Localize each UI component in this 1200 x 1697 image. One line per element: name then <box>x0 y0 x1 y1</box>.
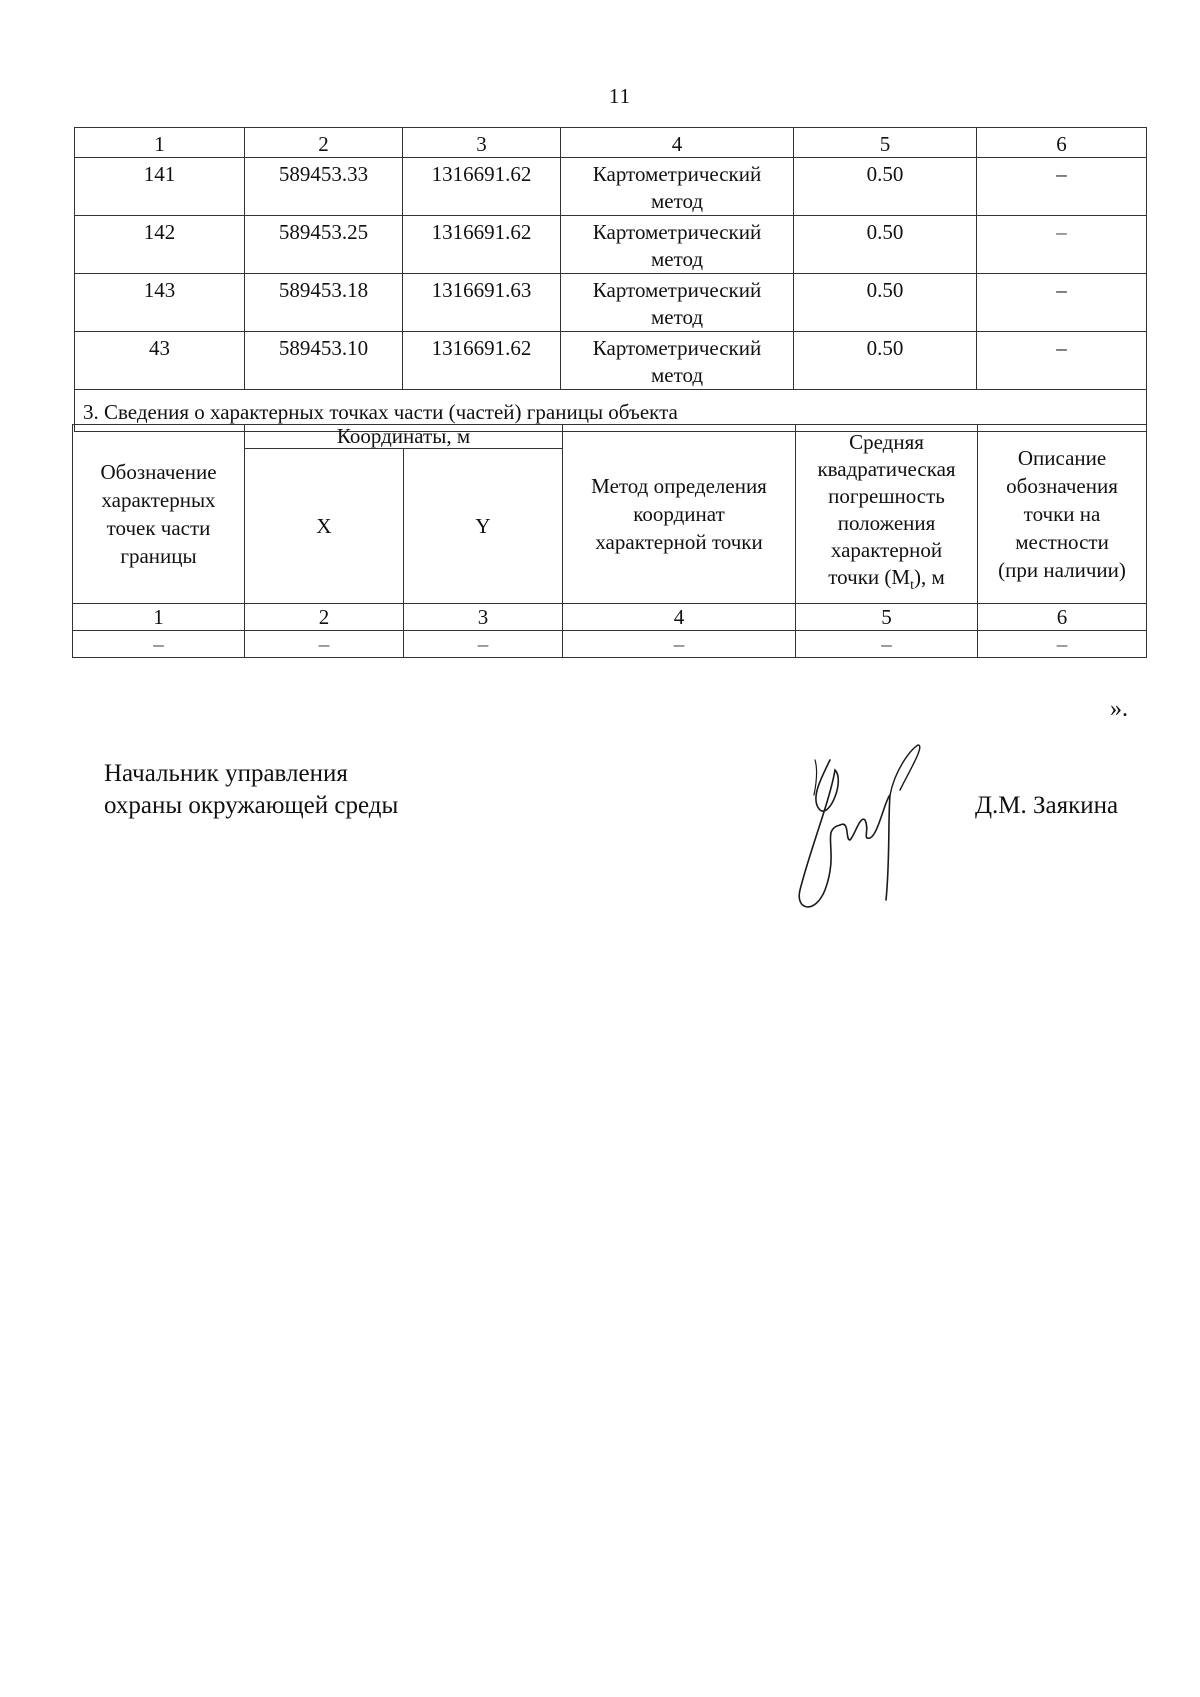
col-number: 5 <box>794 128 977 158</box>
col-number: 2 <box>245 604 404 631</box>
description: – <box>977 216 1147 274</box>
method-cell <box>561 216 794 274</box>
signer-title-line: охраны окружающей среды <box>104 792 399 819</box>
signer-title-line: Начальник управления <box>104 760 348 787</box>
coord-x: 589453.10 <box>245 332 403 390</box>
header-line: (при наличии) <box>998 558 1126 583</box>
col-number: 3 <box>403 128 561 158</box>
header-line: Обозначение <box>100 460 217 485</box>
error-value: 0.50 <box>794 332 977 390</box>
header-line: координат <box>633 502 725 527</box>
signer-name: Д.М. Заякина <box>975 792 1119 819</box>
empty-cell: – <box>404 631 563 658</box>
header-line: местности <box>1015 530 1109 555</box>
col-number: 1 <box>75 128 245 158</box>
header-mean-error <box>796 425 978 604</box>
method-line: метод <box>650 247 704 271</box>
col-number: 4 <box>561 128 794 158</box>
header-fragment: точки (M <box>828 565 911 589</box>
point-id: 142 <box>75 216 245 274</box>
header-line: точки на <box>1023 502 1101 527</box>
coordinates-table-continued <box>74 127 1147 432</box>
description: – <box>977 332 1147 390</box>
page-number: 11 <box>608 84 632 108</box>
subscript: t <box>910 578 914 594</box>
table-row <box>75 158 1147 216</box>
coord-x: 589453.18 <box>245 274 403 332</box>
coord-x: 589453.33 <box>245 158 403 216</box>
header-line: обозначения <box>1006 474 1118 499</box>
header-line <box>828 565 945 594</box>
table-row <box>75 274 1147 332</box>
empty-cell: – <box>245 631 404 658</box>
error-value: 0.50 <box>794 274 977 332</box>
header-fragment: ), м <box>913 565 945 589</box>
coord-x: 589453.25 <box>245 216 403 274</box>
method-line: метод <box>650 363 704 387</box>
header-line: положения <box>837 511 936 535</box>
header-line: Средняя <box>849 430 924 454</box>
header-point-designation <box>73 425 245 604</box>
col-number: 1 <box>73 604 245 631</box>
method-line: Картометрический <box>592 220 762 244</box>
section-3-title: 3. Сведения о характерных точках части (частей) границы объекта <box>75 390 1147 432</box>
method-cell <box>561 158 794 216</box>
column-number-row <box>75 128 1147 158</box>
signer-title <box>104 758 398 822</box>
col-number: 6 <box>977 128 1147 158</box>
header-method <box>563 425 796 604</box>
method-line: Картометрический <box>592 336 762 360</box>
header-x: X <box>245 448 404 603</box>
header-description <box>978 425 1147 604</box>
empty-cell: – <box>73 631 245 658</box>
error-value: 0.50 <box>794 158 977 216</box>
col-number: 5 <box>796 604 978 631</box>
coord-y: 1316691.63 <box>403 274 561 332</box>
column-number-row <box>73 604 1147 631</box>
point-id: 143 <box>75 274 245 332</box>
closing-quote: ». <box>1110 696 1128 722</box>
header-line: характерных <box>101 488 216 513</box>
part-boundary-points-table <box>72 424 1147 658</box>
empty-cell: – <box>563 631 796 658</box>
header-coordinates: Координаты, м <box>245 425 563 449</box>
header-line: Описание <box>1017 446 1107 471</box>
col-number: 2 <box>245 128 403 158</box>
table-row <box>75 332 1147 390</box>
col-number: 4 <box>563 604 796 631</box>
header-line: квадратическая <box>817 457 956 481</box>
error-value: 0.50 <box>794 216 977 274</box>
header-line: погрешность <box>828 484 945 508</box>
coord-y: 1316691.62 <box>403 332 561 390</box>
table-row-empty <box>73 631 1147 658</box>
coord-y: 1316691.62 <box>403 216 561 274</box>
point-id: 141 <box>75 158 245 216</box>
method-line: Картометрический <box>592 162 762 186</box>
header-y: Y <box>404 448 563 603</box>
table-row <box>75 216 1147 274</box>
header-row <box>73 425 1147 449</box>
header-line: границы <box>120 544 197 569</box>
col-number: 3 <box>404 604 563 631</box>
col-number: 6 <box>978 604 1147 631</box>
method-line: метод <box>650 305 704 329</box>
coord-y: 1316691.62 <box>403 158 561 216</box>
handwritten-signature <box>790 740 970 920</box>
method-line: метод <box>650 189 704 213</box>
description: – <box>977 158 1147 216</box>
method-cell <box>561 332 794 390</box>
point-id: 43 <box>75 332 245 390</box>
header-line: характерной <box>830 538 943 562</box>
header-line: Метод определения <box>591 474 767 499</box>
header-line: характерной точки <box>595 530 763 555</box>
empty-cell: – <box>978 631 1147 658</box>
method-line: Картометрический <box>592 278 762 302</box>
method-cell <box>561 274 794 332</box>
description: – <box>977 274 1147 332</box>
header-line: точек части <box>106 516 211 541</box>
empty-cell: – <box>796 631 978 658</box>
